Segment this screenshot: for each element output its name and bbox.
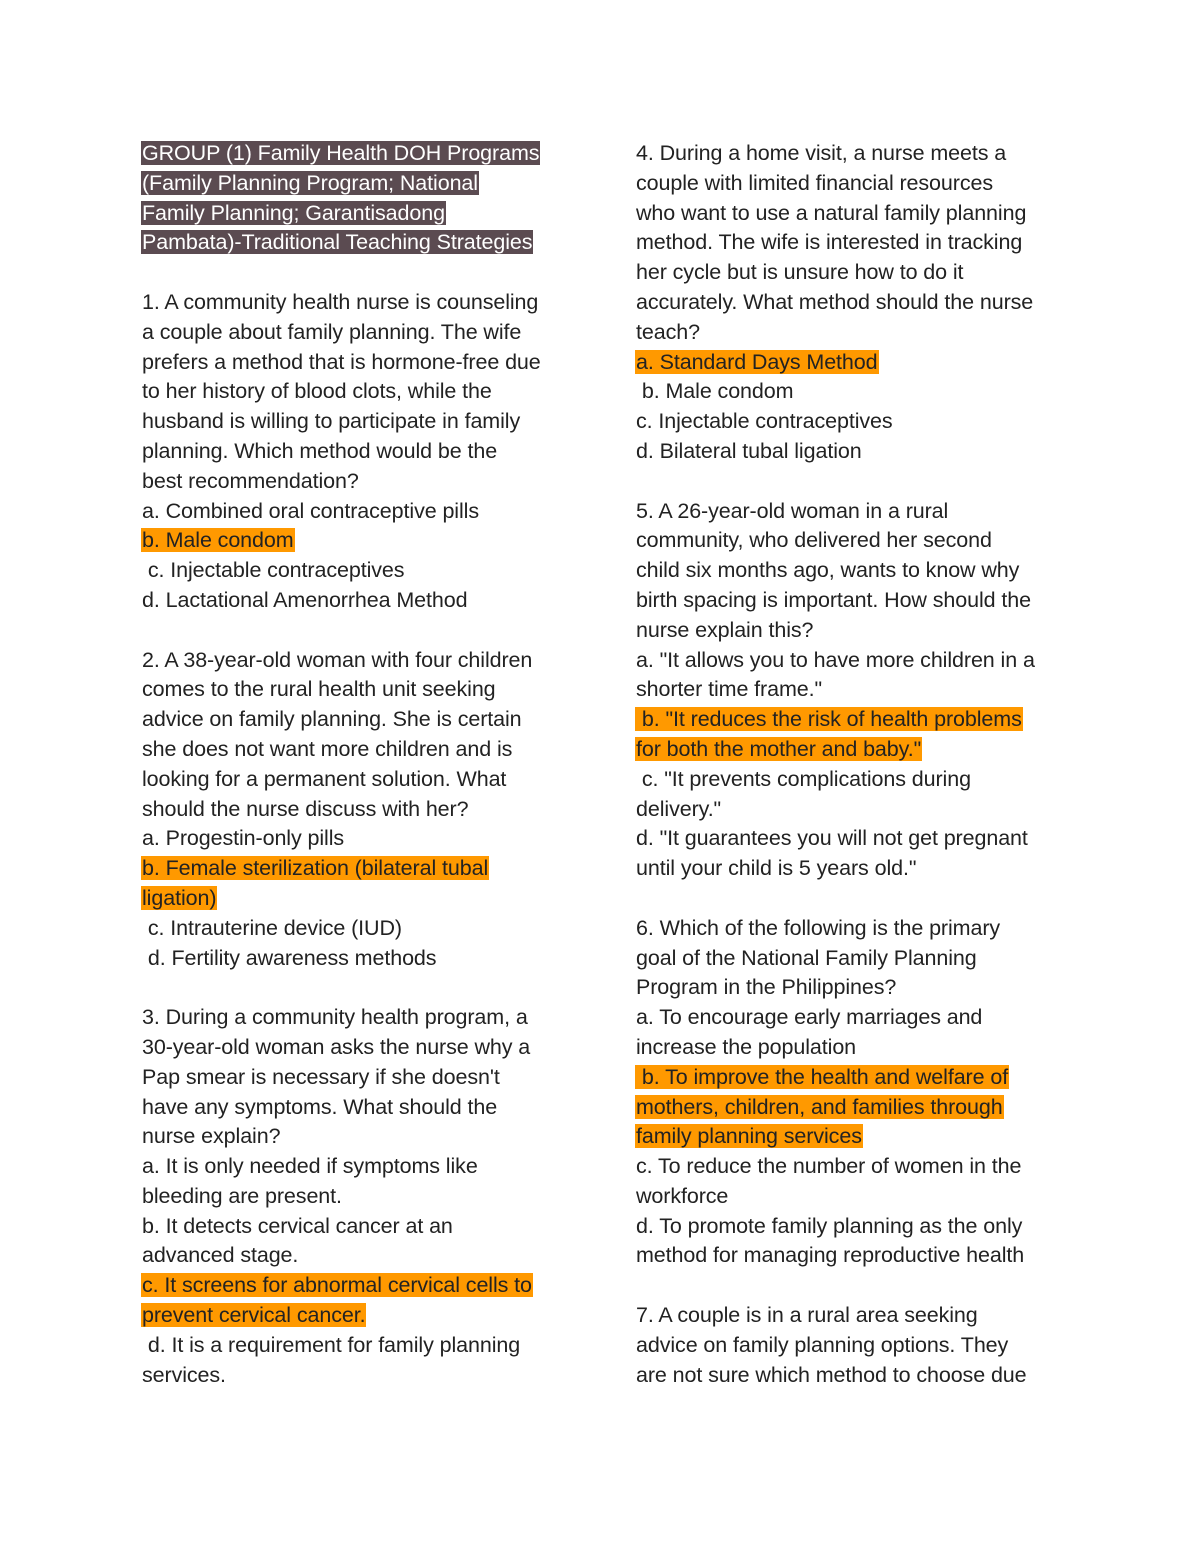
line-text: advanced stage. [142,1243,299,1268]
title-line [141,169,581,199]
text-line [141,914,581,944]
line-text: increase the population [636,1034,857,1059]
line-text: d. "It guarantees you will not get pregnant [636,826,1028,851]
line-text: c. "It prevents complications during [636,766,971,791]
text-line [635,139,1075,169]
highlighted-answer-line [635,1093,1075,1123]
text-line [141,1122,581,1152]
line-text: to her history of blood clots, while the [142,379,492,404]
text-line [635,1033,1075,1063]
line-text: d. Bilateral tubal ligation [636,438,862,463]
title-line [141,139,581,169]
text-line [635,1241,1075,1271]
text-line [635,377,1075,407]
blank-line [635,467,1075,497]
text-line [141,348,581,378]
line-text: c. Intrauterine device (IUD) [142,915,402,940]
text-line [141,735,581,765]
text-line [141,1093,581,1123]
line-text: b. Male condom [636,379,794,404]
line-text: Pambata)-Traditional Teaching Strategies [142,230,533,255]
title-line [141,199,581,229]
line-text: have any symptoms. What should the [142,1094,498,1119]
highlighted-answer-line [635,348,1075,378]
line-text: bleeding are present. [142,1183,342,1208]
line-text: c. It screens for abnormal cervical cells to [142,1273,532,1298]
text-line [635,765,1075,795]
text-line [635,1331,1075,1361]
line-text: c. Injectable contraceptives [142,558,405,583]
text-line [141,1152,581,1182]
highlighted-answer-line [635,1063,1075,1093]
line-text: b. Female sterilization (bilateral tubal [142,856,489,881]
text-line [635,169,1075,199]
blank-line [635,1271,1075,1301]
text-line [141,586,581,616]
line-text: a. Combined oral contraceptive pills [142,498,479,523]
text-line [141,467,581,497]
line-text: nurse explain this? [636,617,814,642]
line-text: 3. During a community health program, a [142,1005,528,1030]
right-column [635,139,1075,1390]
text-line [141,407,581,437]
line-text: birth spacing is important. How should the [636,587,1031,612]
line-text: community, who delivered her second [636,528,992,553]
line-text: workforce [636,1183,729,1208]
line-text: best recommendation? [142,468,359,493]
text-line [635,407,1075,437]
line-text: child six months ago, wants to know why [636,558,1020,583]
line-text: c. Injectable contraceptives [636,409,893,434]
line-text: 30-year-old woman asks the nurse why a [142,1034,531,1059]
text-line [141,1003,581,1033]
line-text: GROUP (1) Family Health DOH Programs [142,141,540,165]
line-text: Family Planning; Garantisadong [142,200,445,225]
line-text: Program in the Philippines? [636,975,897,1000]
line-text: 7. A couple is in a rural area seeking [636,1303,978,1328]
line-text: advice on family planning. She is certain [142,707,522,732]
highlighted-answer-line [141,884,581,914]
text-line [141,675,581,705]
line-text: d. Lactational Amenorrhea Method [142,587,468,612]
text-line [141,497,581,527]
text-line [141,318,581,348]
text-line [635,497,1075,527]
line-text: goal of the National Family Planning [636,945,977,970]
line-text: 5. A 26-year-old woman in a rural [636,498,949,523]
highlighted-answer-line [635,1122,1075,1152]
line-text: d. To promote family planning as the only [636,1213,1023,1238]
blank-line [141,973,581,1003]
title-line [141,228,581,258]
blank-line [141,258,581,288]
text-line [141,646,581,676]
line-text: couple with limited financial resources [636,170,993,195]
text-line [635,944,1075,974]
line-text: 4. During a home visit, a nurse meets a [636,141,1007,165]
text-line [635,1301,1075,1331]
line-text: for both the mother and baby." [636,736,922,761]
text-line [635,526,1075,556]
text-line [635,795,1075,825]
line-text: b. It detects cervical cancer at an [142,1213,453,1238]
line-text: teach? [636,319,700,344]
line-text: d. It is a requirement for family planning [142,1332,521,1357]
line-text: a. "It allows you to have more children in a [636,647,1035,672]
line-text: should the nurse discuss with her? [142,796,469,821]
text-line [635,914,1075,944]
blank-line [141,616,581,646]
highlighted-answer-line [141,526,581,556]
line-text: nurse explain? [142,1124,281,1149]
highlighted-answer-line [141,1271,581,1301]
text-line [635,616,1075,646]
line-text: her cycle but is unsure how to do it [636,260,964,285]
text-line [635,288,1075,318]
text-line [635,973,1075,1003]
line-text: comes to the rural health unit seeking [142,677,496,702]
text-line [635,586,1075,616]
line-text: mothers, children, and families through [636,1094,1003,1119]
text-line [141,1241,581,1271]
line-text: b. To improve the health and welfare of [636,1064,1009,1089]
line-text: 2. A 38-year-old woman with four children [142,647,533,672]
line-text: Pap smear is necessary if she doesn't [142,1064,500,1089]
line-text: 1. A community health nurse is counseling [142,289,539,314]
line-text: delivery." [636,796,722,821]
text-line [141,288,581,318]
text-line [141,824,581,854]
line-text: husband is willing to participate in family [142,409,521,434]
text-line [635,675,1075,705]
line-text: method for managing reproductive health [636,1243,1025,1268]
line-text: accurately. What method should the nurse [636,289,1034,314]
text-line [141,1331,581,1361]
text-line [635,646,1075,676]
line-text: c. To reduce the number of women in the [636,1154,1022,1179]
text-line [141,705,581,735]
line-text: a. Progestin-only pills [142,826,345,851]
text-line [141,1033,581,1063]
line-text: d. Fertility awareness methods [142,945,437,970]
line-text: shorter time frame." [636,677,823,702]
text-line [141,795,581,825]
text-line [141,1212,581,1242]
text-line [635,1003,1075,1033]
line-text: who want to use a natural family planning [636,200,1027,225]
line-text: advice on family planning options. They [636,1332,1009,1357]
text-line [635,318,1075,348]
line-text: a. To encourage early marriages and [636,1005,983,1030]
text-line [141,1182,581,1212]
text-line [141,556,581,586]
line-text: method. The wife is interested in tracking [636,230,1023,255]
line-text: she does not want more children and is [142,736,513,761]
line-text: family planning services [636,1124,862,1149]
text-line [141,1361,581,1391]
text-line [141,377,581,407]
line-text: a. It is only needed if symptoms like [142,1154,478,1179]
text-line [635,854,1075,884]
line-text: ligation) [142,885,217,910]
line-text: are not sure which method to choose due [636,1362,1027,1387]
line-text: looking for a permanent solution. What [142,766,507,791]
highlighted-answer-line [635,705,1075,735]
text-line [635,1212,1075,1242]
text-line [635,556,1075,586]
highlighted-answer-line [635,735,1075,765]
line-text: prefers a method that is hormone-free due [142,349,541,374]
text-line [635,1152,1075,1182]
text-line [141,1063,581,1093]
text-line [141,765,581,795]
left-column [141,139,581,1390]
line-text: until your child is 5 years old." [636,856,917,881]
highlighted-answer-line [141,1301,581,1331]
blank-line [635,884,1075,914]
text-line [635,1361,1075,1391]
line-text: b. Male condom [142,528,294,553]
text-line [141,944,581,974]
text-line [635,228,1075,258]
text-line [635,824,1075,854]
line-text: a. Standard Days Method [636,349,878,374]
line-text: planning. Which method would be the [142,438,498,463]
line-text: prevent cervical cancer. [142,1303,366,1328]
text-line [141,437,581,467]
text-line [635,258,1075,288]
line-text: 6. Which of the following is the primary [636,915,1001,940]
text-line [635,1182,1075,1212]
highlighted-answer-line [141,854,581,884]
line-text: (Family Planning Program; National [142,170,478,195]
line-text: services. [142,1362,226,1387]
line-text: a couple about family planning. The wife [142,319,522,344]
text-line [635,199,1075,229]
text-line [635,437,1075,467]
line-text: b. "It reduces the risk of health problems [636,707,1022,732]
